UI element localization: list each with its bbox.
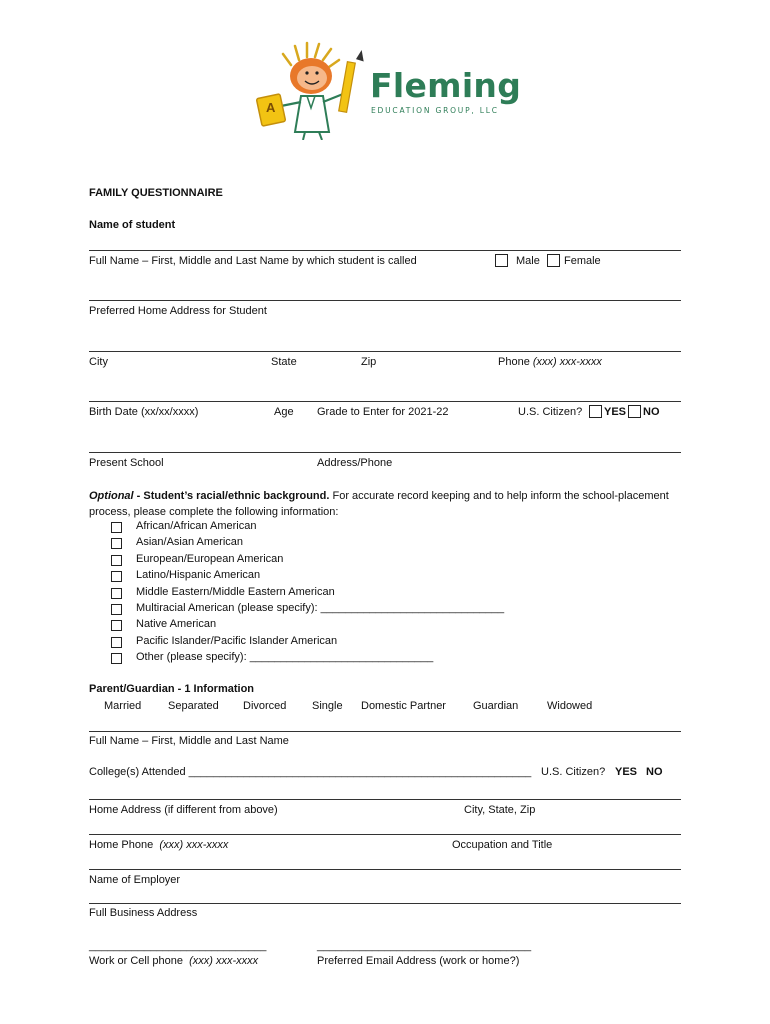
ethnicity-label: Latino/Hispanic American (136, 569, 261, 581)
logo-book-letter: A (266, 100, 276, 115)
work-cell-blank[interactable]: _____________________________ (89, 940, 267, 952)
present-school-line[interactable] (89, 452, 681, 453)
ethnicity-label: European/European American (136, 553, 284, 565)
work-cell-format: (xxx) xxx-xxxx (189, 955, 259, 967)
parent-heading: Parent/Guardian - 1 Information (89, 683, 255, 695)
status-domestic-partner[interactable]: Domestic Partner (361, 700, 446, 712)
email-label: Preferred Email Address (work or home?) (317, 955, 520, 967)
optional-lead: Optional (89, 490, 134, 502)
status-single[interactable]: Single (312, 700, 343, 712)
full-name-line[interactable] (89, 250, 681, 251)
ethnicity-label: Asian/Asian American (136, 536, 243, 548)
phone-format: (xxx) xxx-xxxx (532, 356, 602, 368)
parent-full-name-label: Full Name – First, Middle and Last Name (89, 735, 289, 747)
business-address-label: Full Business Address (89, 907, 198, 919)
optional-text: For accurate record keeping and to help inform the school-placement process, please complete the following information: (89, 490, 669, 518)
status-widowed[interactable]: Widowed (547, 700, 593, 712)
parent-home-address-label: Home Address (if different from above) (89, 804, 278, 816)
male-checkbox[interactable] (495, 254, 508, 267)
ethnicity-checkbox-multiracial[interactable] (111, 604, 122, 615)
colleges-attended-field[interactable]: College(s) Attended ________________________________________________________ (89, 766, 532, 778)
citizen-no-label: NO (643, 406, 660, 418)
parent-city-state-zip-label: City, State, Zip (464, 804, 536, 816)
birth-date-line[interactable] (89, 401, 681, 402)
city-line[interactable] (89, 351, 681, 352)
status-married[interactable]: Married (104, 700, 142, 712)
ethnicity-checkbox-latino[interactable] (111, 571, 122, 582)
parent-citizen-no[interactable]: NO (646, 766, 663, 778)
business-address-line[interactable] (89, 903, 681, 904)
ethnicity-label: Middle Eastern/Middle Eastern American (136, 586, 335, 598)
home-phone-format: (xxx) xxx-xxxx (159, 839, 229, 851)
age-label: Age (274, 406, 294, 418)
ethnicity-checkbox-asian[interactable] (111, 538, 122, 549)
optional-bold: Student’s racial/ethnic background. (143, 490, 330, 502)
zip-label: Zip (361, 356, 377, 368)
home-address-label: Preferred Home Address for Student (89, 305, 267, 317)
occupation-label: Occupation and Title (452, 839, 553, 851)
status-divorced[interactable]: Divorced (243, 700, 287, 712)
parent-home-address-line[interactable] (89, 799, 681, 800)
ethnicity-label: African/African American (136, 520, 257, 532)
citizen-no-checkbox[interactable] (628, 405, 641, 418)
parent-home-phone-label (89, 839, 228, 851)
state-label: State (271, 356, 297, 368)
female-label: Female (564, 255, 601, 267)
status-guardian[interactable]: Guardian (473, 700, 519, 712)
ethnicity-label: Other (please specify): ______________________________ (136, 651, 434, 663)
logo-brand-name: Fleming (370, 66, 522, 105)
ethnicity-checkbox-middle-eastern[interactable] (111, 588, 122, 599)
optional-dash: - (133, 490, 144, 502)
grade-label: Grade to Enter for 2021-22 (317, 406, 449, 418)
parent-home-phone-line[interactable] (89, 834, 681, 835)
phone-label (498, 356, 602, 368)
ethnicity-label: Multiracial American (please specify): ______________________________ (136, 602, 505, 614)
address-phone-label: Address/Phone (317, 457, 393, 469)
ethnicity-checkbox-pacific[interactable] (111, 637, 122, 648)
phone-label-text: Phone (498, 356, 530, 368)
logo-mascot-icon (255, 40, 370, 140)
status-separated[interactable]: Separated (168, 700, 219, 712)
page-title: FAMILY QUESTIONNAIRE (89, 187, 223, 199)
ethnicity-label: Pacific Islander/Pacific Islander American (136, 635, 338, 647)
email-blank[interactable]: ___________________________________ (317, 940, 532, 952)
female-checkbox[interactable] (547, 254, 560, 267)
work-cell-label (89, 955, 258, 967)
ethnicity-checkbox-other[interactable] (111, 653, 122, 664)
work-cell-text: Work or Cell phone (89, 955, 183, 967)
full-name-label: Full Name – First, Middle and Last Name by which student is called (89, 255, 417, 267)
present-school-label: Present School (89, 457, 164, 469)
parent-us-citizen-label: U.S. Citizen? (541, 766, 606, 778)
parent-citizen-yes[interactable]: YES (615, 766, 638, 778)
employer-line[interactable] (89, 869, 681, 870)
student-section-heading: Name of student (89, 219, 176, 231)
us-citizen-label: U.S. Citizen? (518, 406, 583, 418)
logo-brand-subtitle: EDUCATION GROUP, LLC (371, 106, 499, 115)
home-phone-text: Home Phone (89, 839, 154, 851)
birth-date-label: Birth Date (xx/xx/xxxx) (89, 406, 199, 418)
employer-label: Name of Employer (89, 874, 181, 886)
ethnicity-checkbox-european[interactable] (111, 555, 122, 566)
ethnicity-checkbox-native[interactable] (111, 620, 122, 631)
citizen-yes-checkbox[interactable] (589, 405, 602, 418)
home-address-line[interactable] (89, 300, 681, 301)
optional-paragraph (89, 488, 679, 520)
ethnicity-label: Native American (136, 618, 217, 630)
male-label: Male (516, 255, 540, 267)
citizen-yes-label: YES (604, 406, 627, 418)
ethnicity-checkbox-african[interactable] (111, 522, 122, 533)
city-label: City (89, 356, 108, 368)
parent-full-name-line[interactable] (89, 731, 681, 732)
